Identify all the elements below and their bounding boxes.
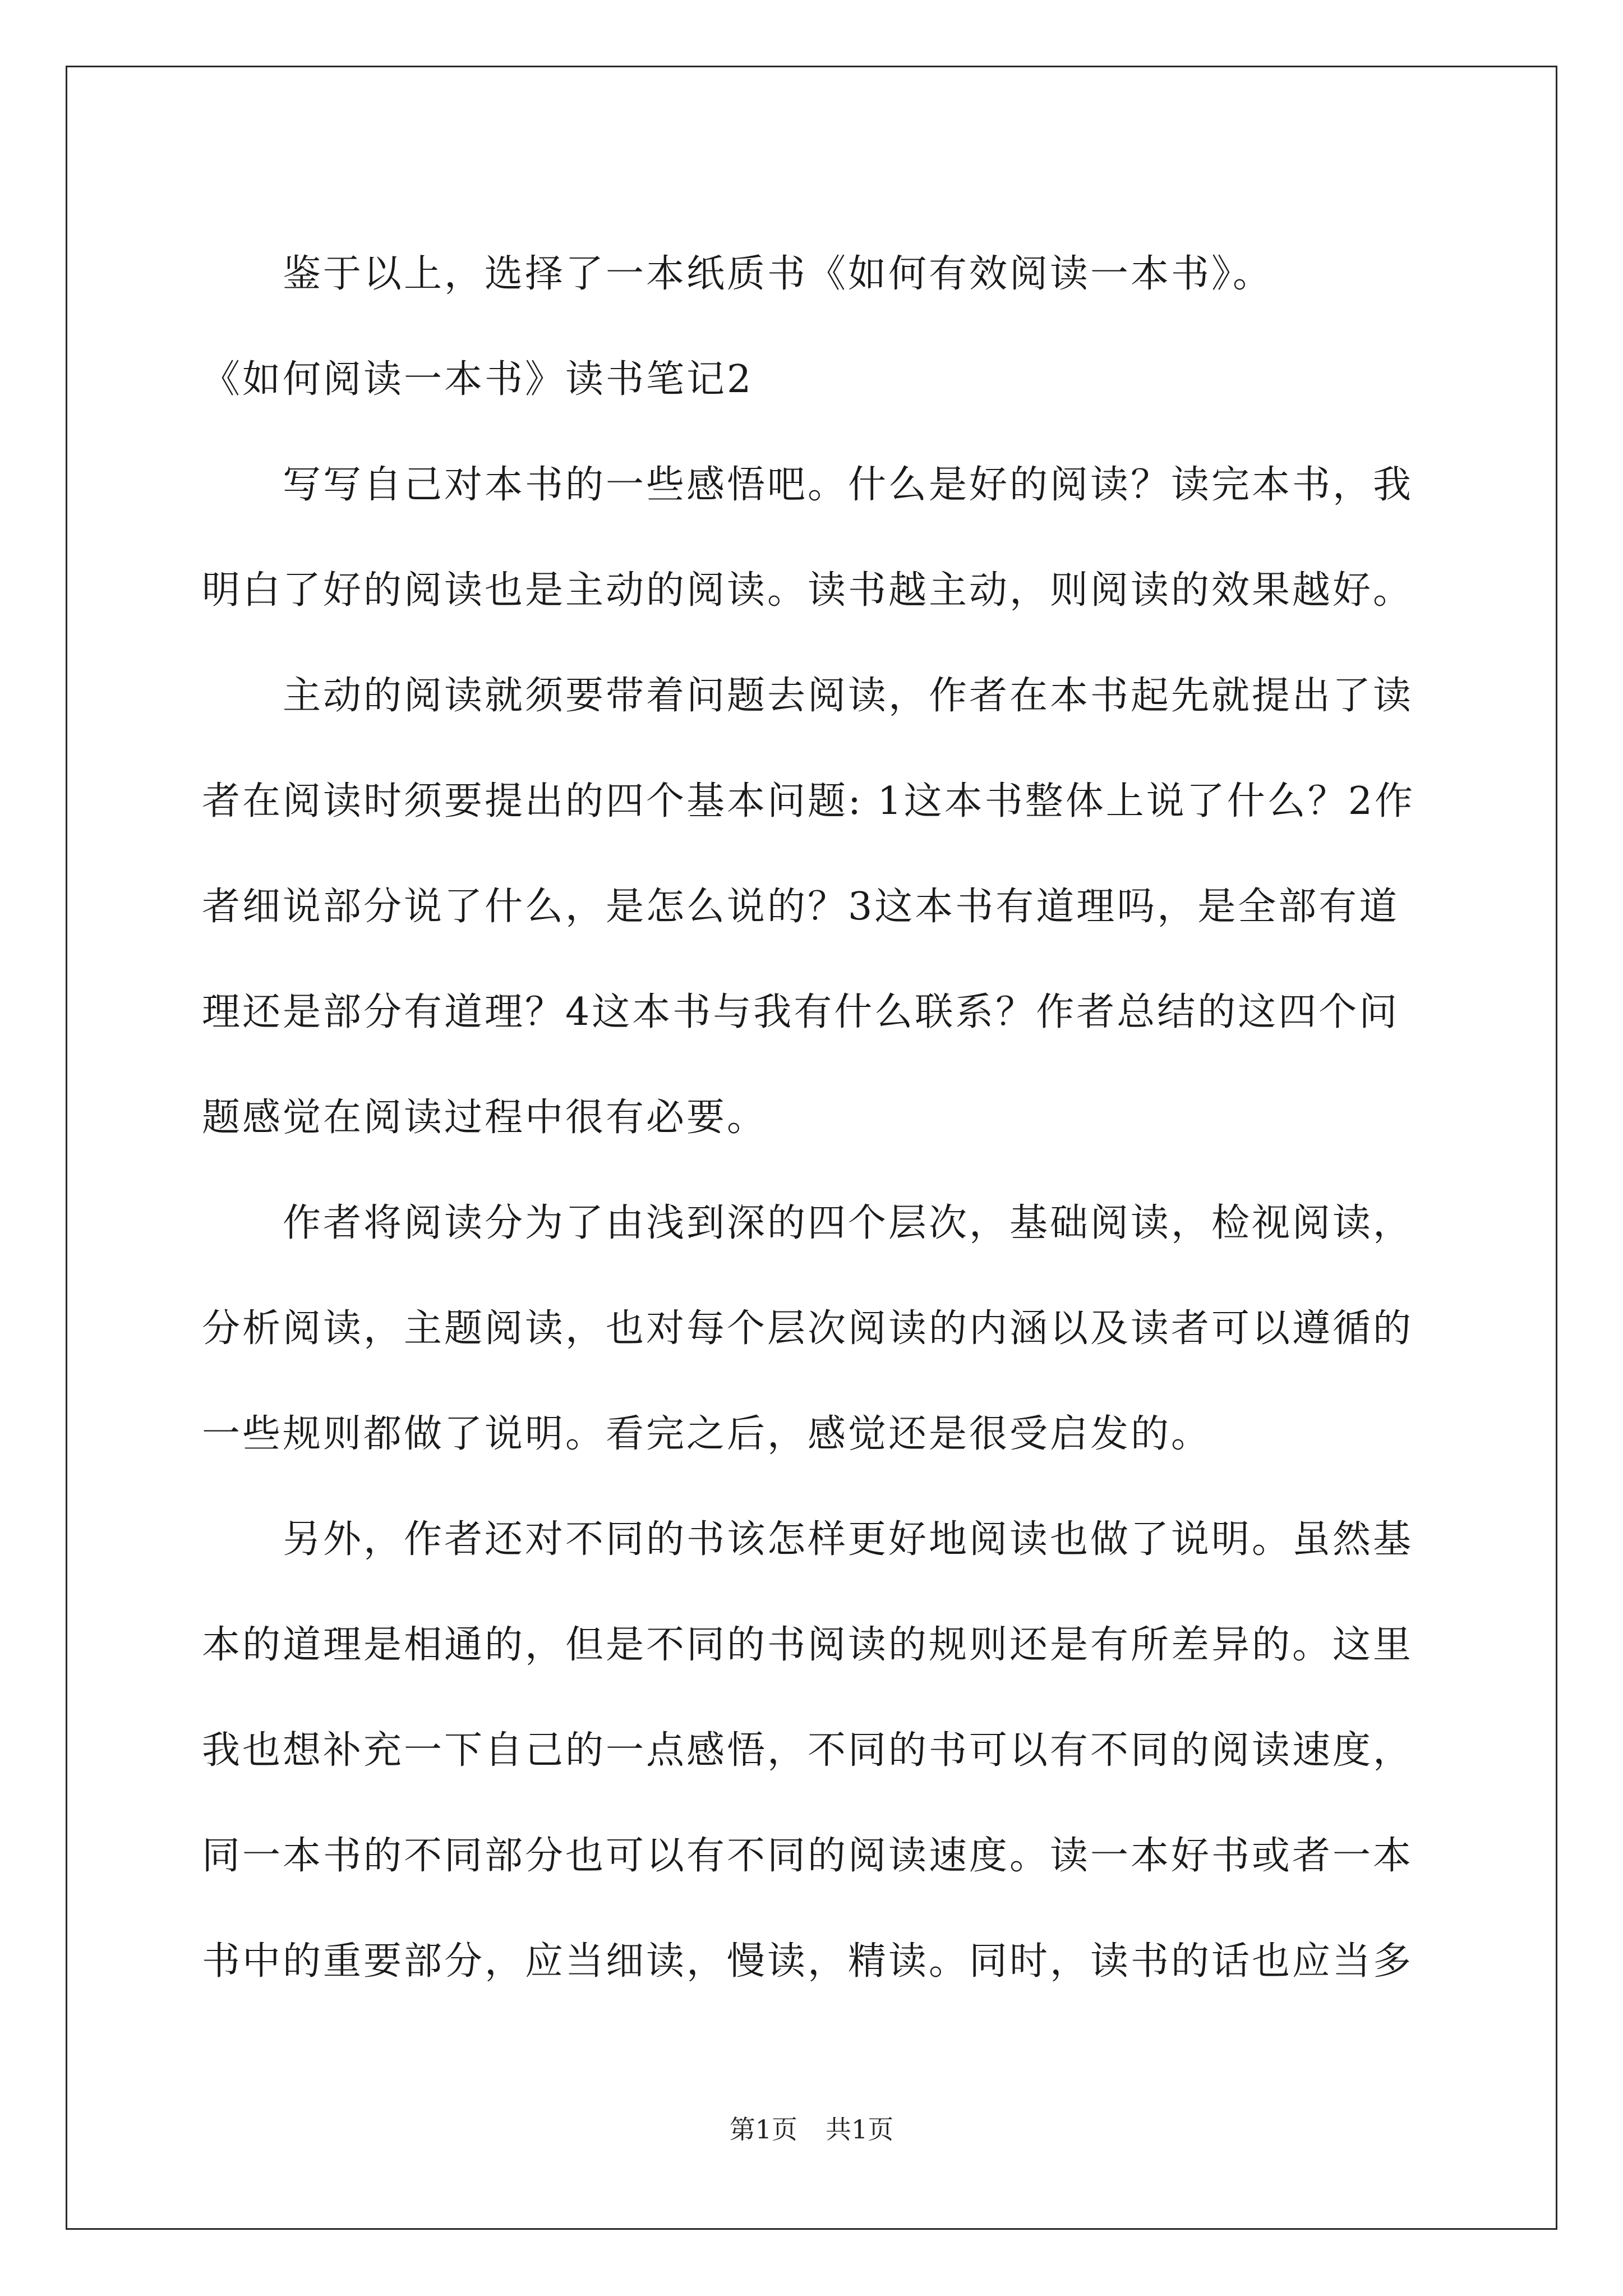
text-line: 鉴于以上，选择了一本纸质书《如何有效阅读一本书》。: [283, 252, 1274, 296]
text-line: 理还是部分有道理？4这本书与我有什么联系？作者总结的这四个问: [202, 990, 1400, 1034]
section-heading: 《如何阅读一本书》读书笔记2: [202, 357, 754, 402]
text-line: 明白了好的阅读也是主动的阅读。读书越主动，则阅读的效果越好。: [202, 568, 1414, 613]
text-line: 同一本书的不同部分也可以有不同的阅读速度。读一本好书或者一本: [202, 1834, 1414, 1878]
text-line: 题感觉在阅读过程中很有必要。: [202, 1096, 768, 1140]
text-line: 书中的重要部分，应当细读，慢读，精读。同时，读书的话也应当多: [202, 1939, 1414, 1984]
text-line: 主动的阅读就须要带着问题去阅读，作者在本书起先就提出了读: [283, 674, 1414, 718]
text-line: 者在阅读时须要提出的四个基本问题: 1这本书整体上说了什么？2作: [202, 779, 1415, 823]
text-line: 另外，作者还对不同的书该怎样更好地阅读也做了说明。虽然基: [283, 1517, 1414, 1562]
page-footer: [0, 2109, 1623, 2146]
text-line: 者细说部分说了什么，是怎么说的？3这本书有道理吗，是全部有道: [202, 885, 1400, 929]
text-line: 分析阅读，主题阅读，也对每个层次阅读的内涵以及读者可以遵循的: [202, 1306, 1414, 1351]
text-line: 我也想补充一下自己的一点感悟，不同的书可以有不同的阅读速度，: [202, 1728, 1414, 1773]
document-body: [202, 222, 1430, 2014]
text-line: 作者将阅读分为了由浅到深的四个层次，基础阅读，检视阅读，: [283, 1201, 1414, 1245]
text-line: 本的道理是相通的，但是不同的书阅读的规则还是有所差异的。这里: [202, 1623, 1414, 1667]
page-number: 第1页: [729, 2114, 797, 2145]
text-line: 写写自己对本书的一些感悟吧。什么是好的阅读？读完本书，我: [283, 463, 1414, 507]
text-line: 一些规则都做了说明。看完之后，感觉还是很受启发的。: [202, 1412, 1212, 1456]
page-total: 共1页: [826, 2114, 894, 2145]
